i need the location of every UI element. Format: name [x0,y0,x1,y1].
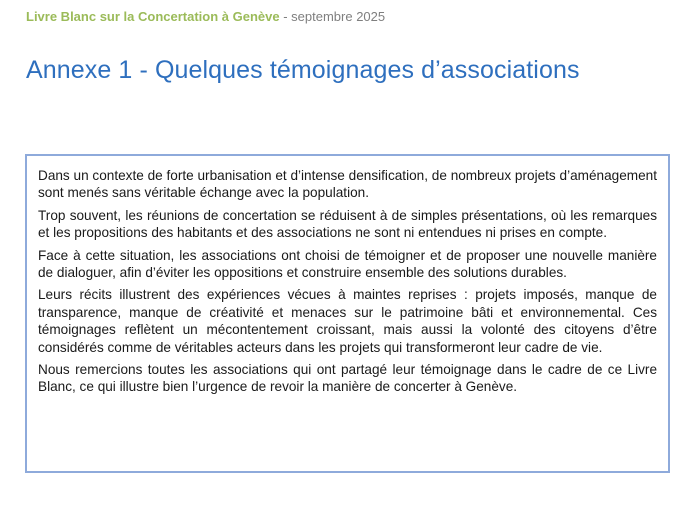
paragraph-context: Dans un contexte de forte urbanisation et d’intense densification, de nombreux projets d’aménagement sont menés sans véritable échange avec la population. [38,168,657,201]
document-title: Livre Blanc sur la Concertation à Genève [26,9,280,24]
document-date: septembre 2025 [291,9,386,24]
paragraph-thanks: Nous remercions toutes les associations qui ont partagé leur témoignage dans le cadre de ce Livre Blanc, ce qui illustre bien l’urgence de revoir la manière de concerter à Genève. [38,362,657,395]
paragraph-testimonies: Leurs récits illustrent des expériences vécues à maintes reprises : projets imposés, manque de transparence, manque de créativité et menaces sur le patrimoine bâti et environnemental. Ces témoignages reflètent un mécontentement croissant, mais aussi la volonté des citoyens d’être considérés comme de véritables acteurs dans les projets qui transformeront leur cadre de vie. [38,287,657,355]
paragraph-meetings: Trop souvent, les réunions de concertation se réduisent à de simples présentations, où les remarques et les propositions des habitants et des associations ne sont ni entendues ni prises en compte. [38,207,657,241]
header-separator: - [279,9,292,24]
running-header [26,9,385,24]
page-title: Annexe 1 - Quelques témoignages d’associations [26,56,580,84]
introduction-box [25,154,670,473]
paragraph-response: Face à cette situation, les associations ont choisi de témoigner et de proposer une nouvelle manière de dialoguer, afin d’éviter les oppositions et construire ensemble des solutions durables. [38,247,657,281]
